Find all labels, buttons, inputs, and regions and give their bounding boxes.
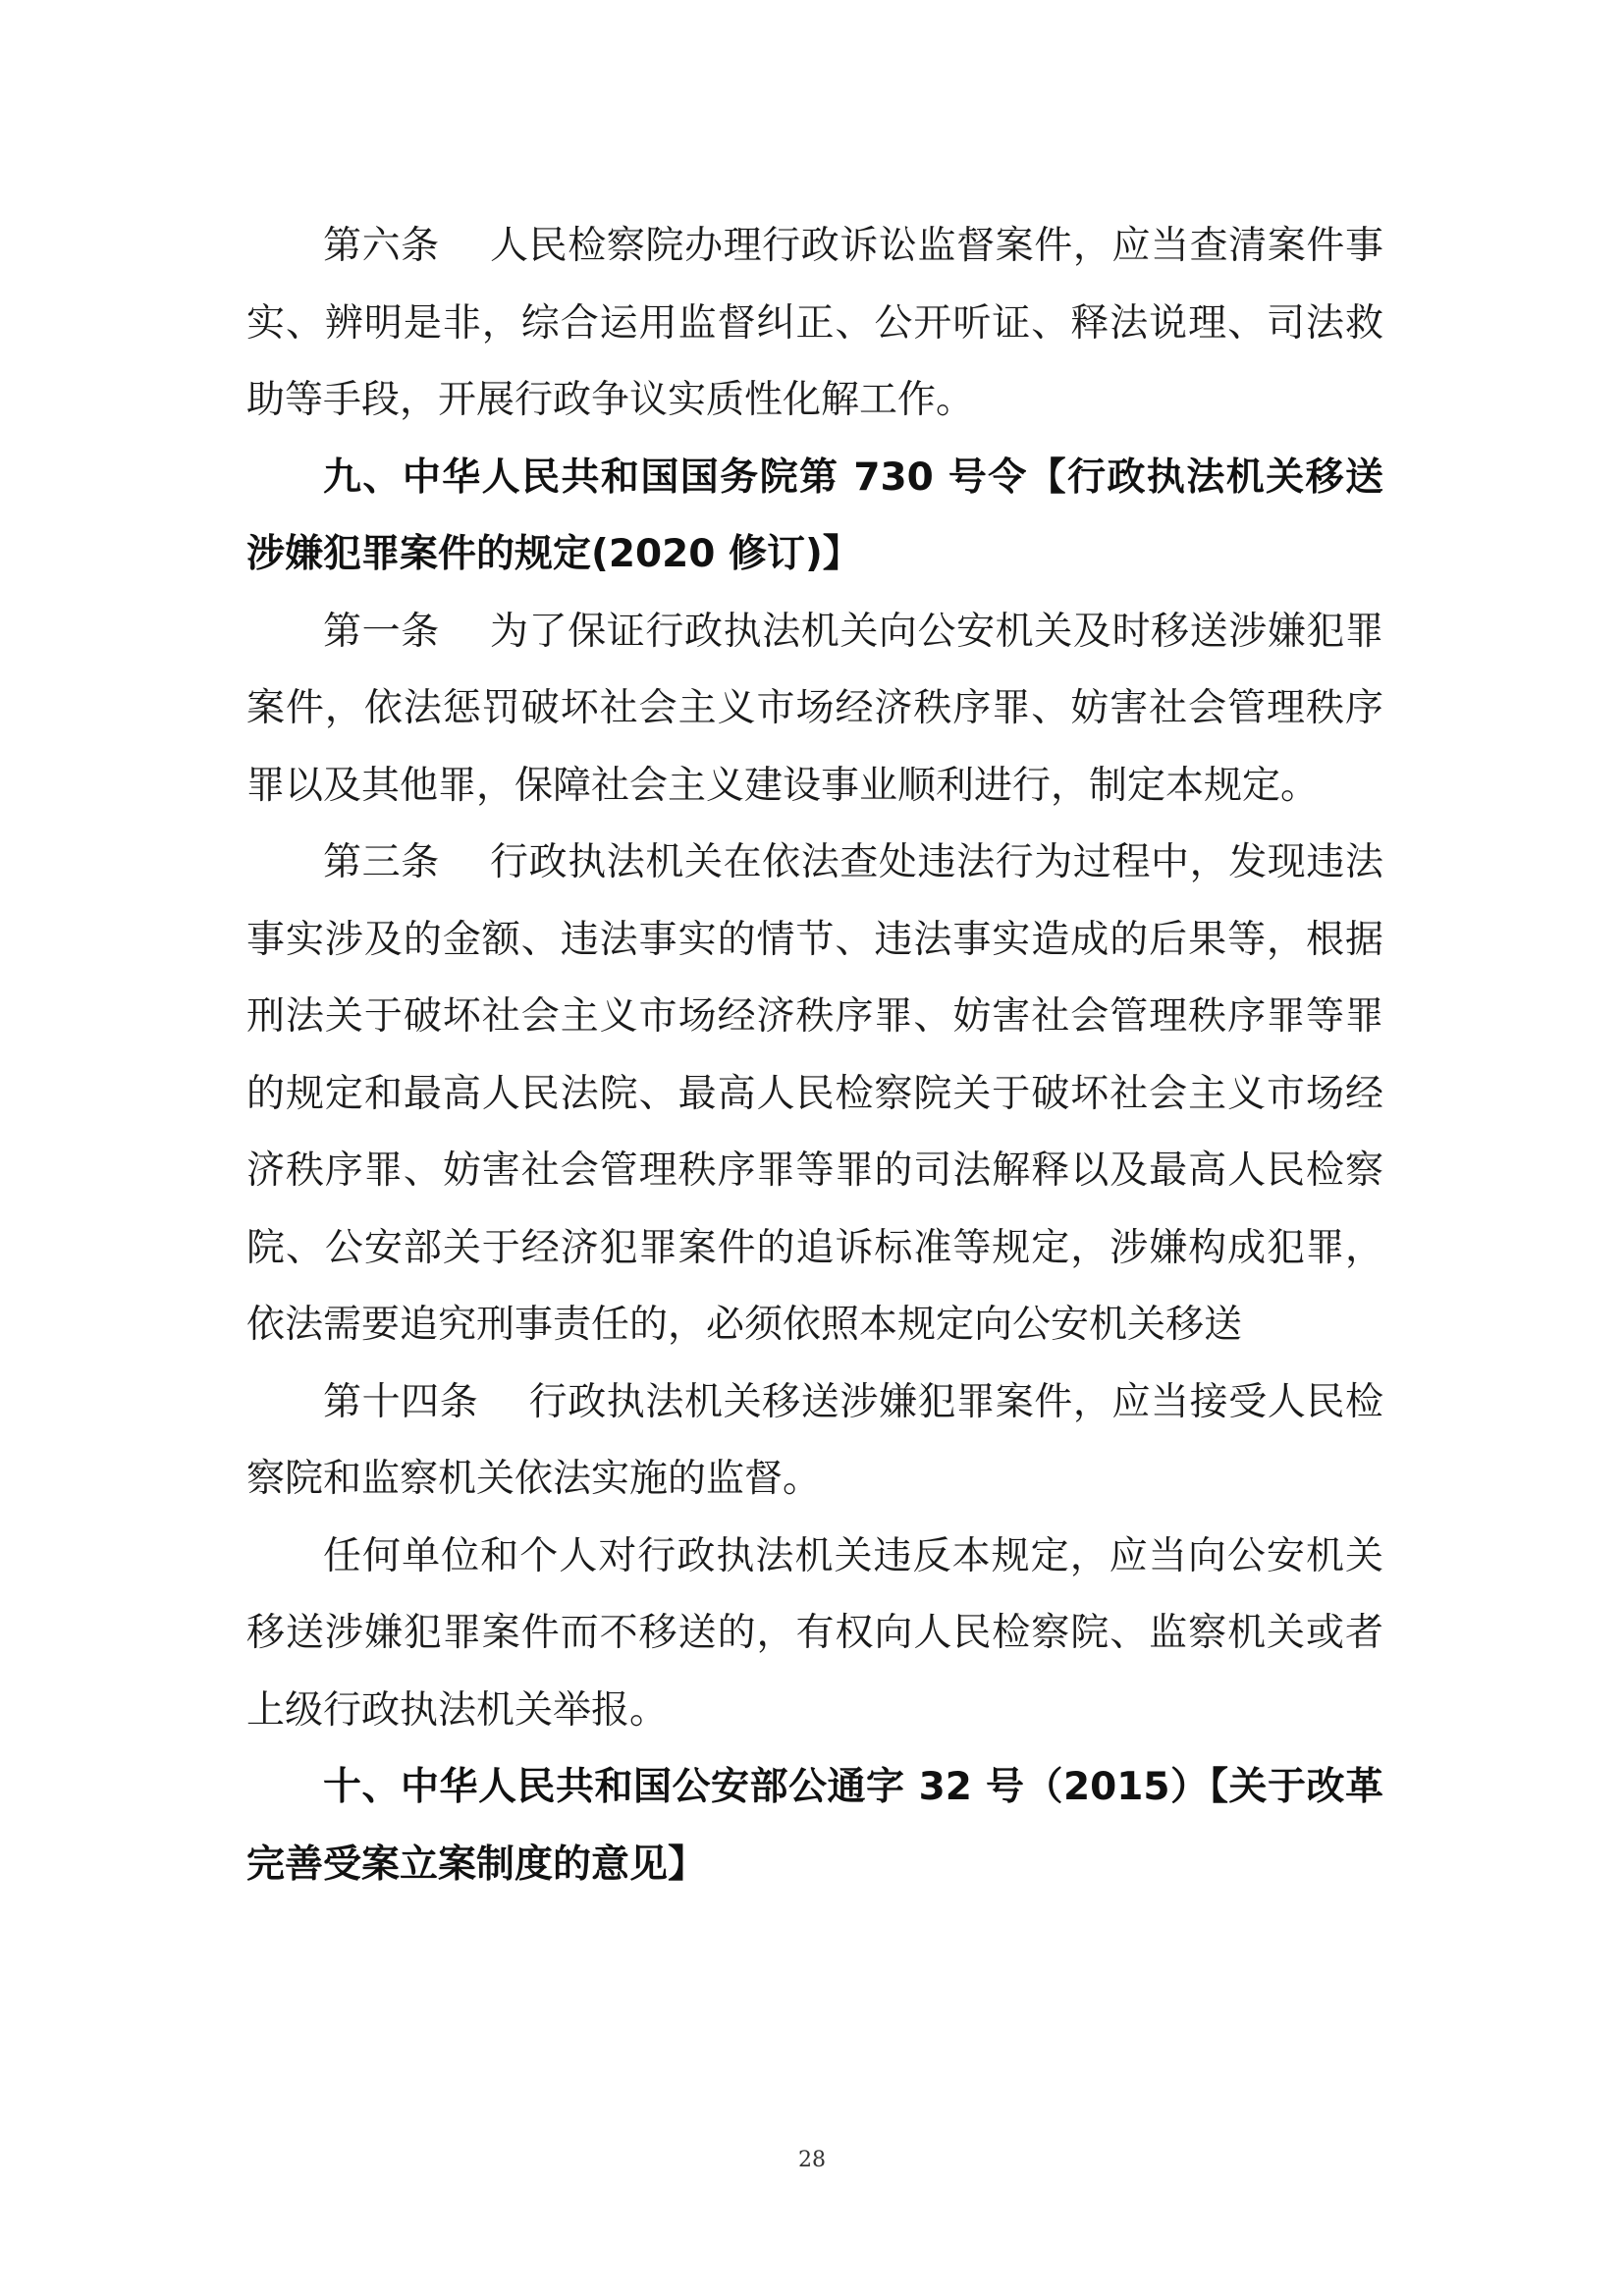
article-label: 第十四条 (323, 1379, 479, 1424)
section-heading: 十、中华人民共和国公安部公通字 32 号（2015）【关于改革完善受案立案制度的意见】 (246, 1765, 1383, 1887)
document-body (246, 208, 1383, 1903)
article-label: 第三条 (323, 840, 440, 884)
article-label: 第六条 (323, 224, 440, 268)
article-paragraph (246, 825, 1383, 1364)
section-heading: 九、中华人民共和国国务院第 730 号令【行政执法机关移送涉嫌犯罪案件的规定(2020 修订)】 (246, 454, 1383, 576)
body-paragraph: 任何单位和个人对行政执法机关违反本规定，应当向公安机关移送涉嫌犯罪案件而不移送的，有权向人民检察院、监察机关或者上级行政执法机关举报。 (246, 1533, 1383, 1733)
page-number: 28 (798, 2148, 826, 2172)
article-label: 第一条 (323, 609, 440, 654)
article-text: 人民检察院办理行政诉讼监督案件，应当查清案件事实、辨明是非，综合运用监督纠正、公开听证、释法说理、司法救助等手段，开展行政争议实质性化解工作。 (246, 224, 1383, 422)
article-paragraph (246, 208, 1383, 440)
article-text: 行政执法机关移送涉嫌犯罪案件，应当接受人民检察院和监察机关依法实施的监督。 (246, 1379, 1383, 1501)
article-paragraph (246, 594, 1383, 826)
article-text: 为了保证行政执法机关向公安机关及时移送涉嫌犯罪案件，依法惩罚破坏社会主义市场经济秩序罪、妨害社会管理秩序罪以及其他罪，保障社会主义建设事业顺利进行，制定本规定。 (246, 609, 1383, 808)
article-text: 行政执法机关在依法查处违法行为过程中，发现违法事实涉及的金额、违法事实的情节、违法事实造成的后果等，根据刑法关于破坏社会主义市场经济秩序罪、妨害社会管理秩序罪等罪的规定和最高人民法院、最高人民检察院关于破坏社会主义市场经济秩序罪、妨害社会管理秩序罪等罪的司法解释以及最高人民检察院、公安部关于经济犯罪案件的追诉标准等规定，涉嫌构成犯罪，依法需要追究刑事责任的，必须依照本规定向公安机关移送 (246, 840, 1383, 1347)
article-paragraph (246, 1364, 1383, 1519)
